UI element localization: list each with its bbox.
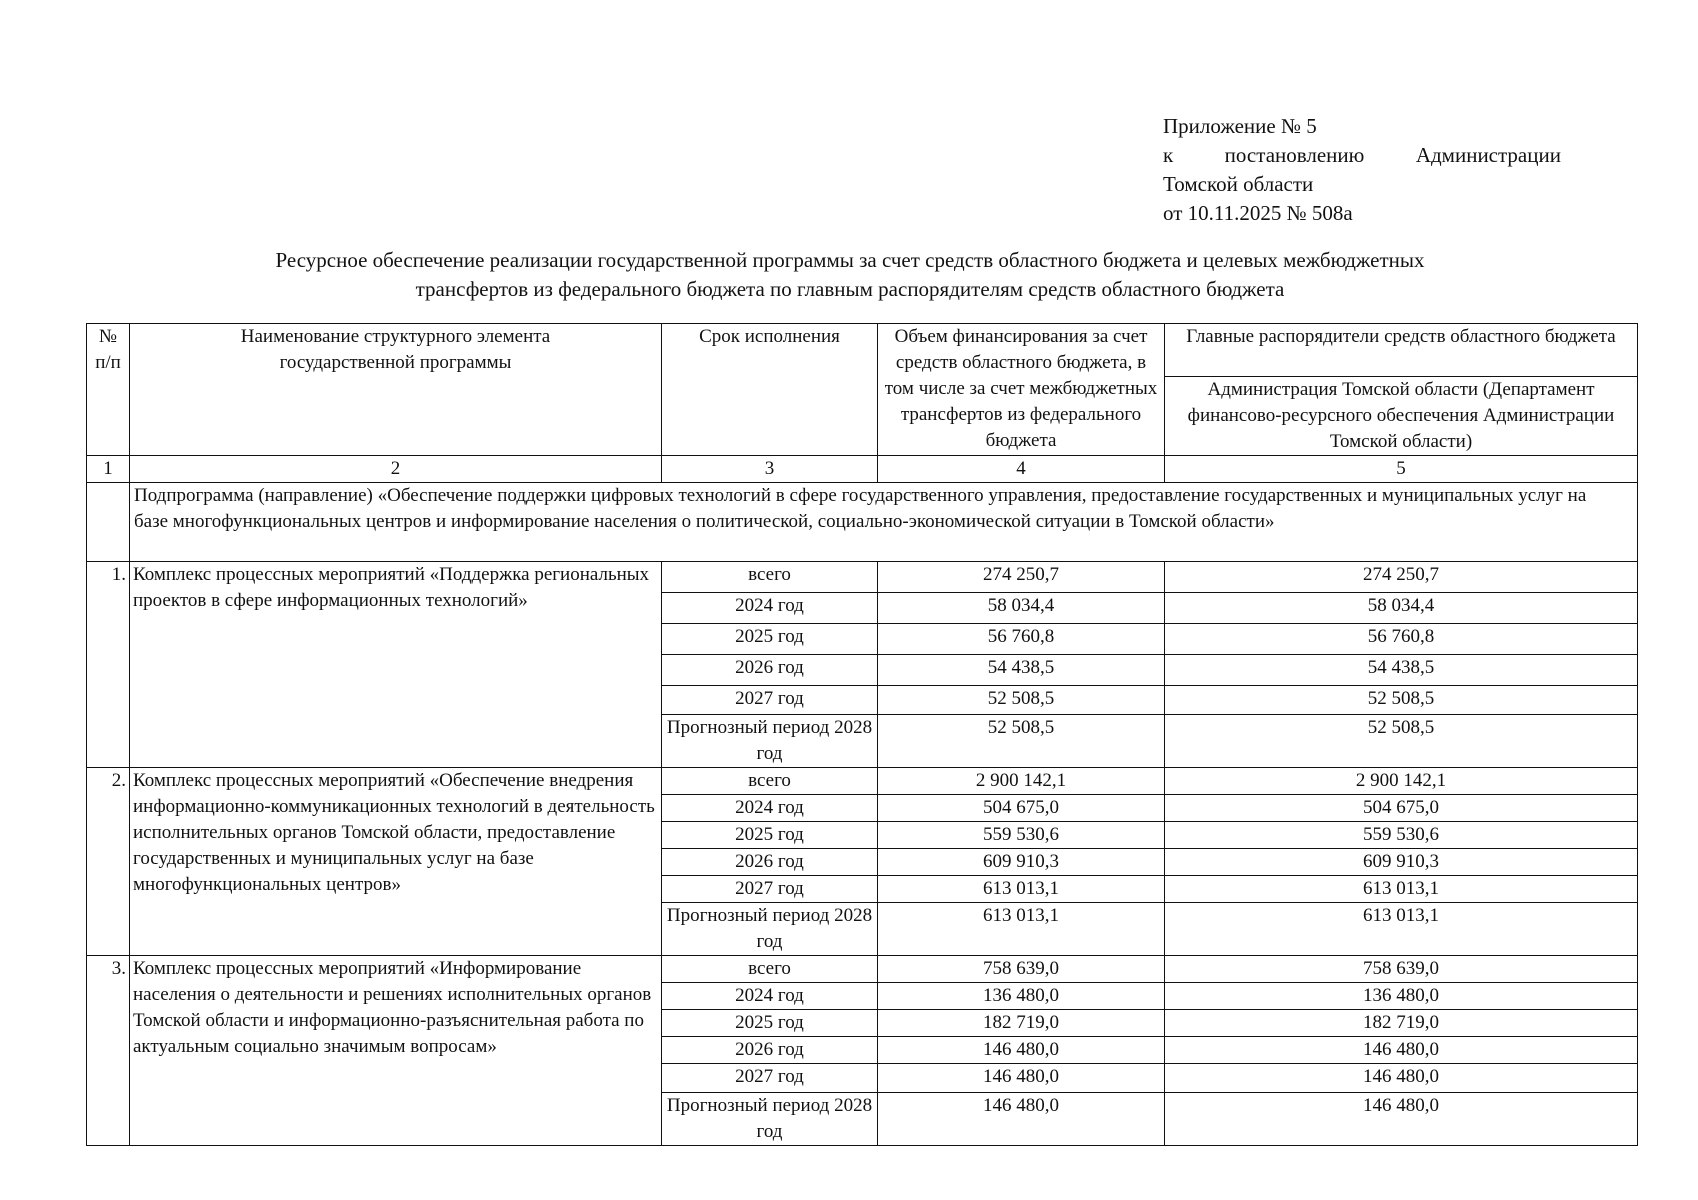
- admin-cell: 613 013,1: [1165, 876, 1638, 903]
- appendix-line-2-part-a: к: [1163, 143, 1174, 167]
- column-number: 2: [130, 456, 662, 483]
- table-row: [87, 562, 1638, 593]
- volume-cell: 54 438,5: [878, 655, 1165, 686]
- volume-cell: 274 250,7: [878, 562, 1165, 593]
- admin-cell: 613 013,1: [1165, 903, 1638, 956]
- column-number-row: [87, 456, 1638, 483]
- column-number: 3: [662, 456, 878, 483]
- term-cell: 2025 год: [662, 822, 878, 849]
- subprogram-row: [87, 483, 1638, 562]
- document-title-line-2: трансфертов из федерального бюджета по главным распорядителям средств областного бюджета: [415, 277, 1285, 301]
- volume-cell: 56 760,8: [878, 624, 1165, 655]
- volume-cell: 613 013,1: [878, 903, 1165, 956]
- structural-element-name: Комплекс процессных мероприятий «Поддержка региональных проектов в сфере информационных технологий»: [130, 562, 662, 768]
- term-cell: 2027 год: [662, 876, 878, 903]
- admin-cell: 146 480,0: [1165, 1093, 1638, 1146]
- document-title-line-1: Ресурсное обеспечение реализации государственной программы за счет средств областного бюджета и целевых межбюджетных: [275, 248, 1425, 272]
- volume-cell: 2 900 142,1: [878, 768, 1165, 795]
- admin-cell: 2 900 142,1: [1165, 768, 1638, 795]
- admin-cell: 758 639,0: [1165, 956, 1638, 983]
- admin-cell: 182 719,0: [1165, 1010, 1638, 1037]
- volume-cell: 146 480,0: [878, 1037, 1165, 1064]
- header-volume: Объем финансирования за счет средств областного бюджета, в том числе за счет межбюджетных трансфертов из федерального бюджета: [878, 324, 1165, 456]
- term-cell: Прогнозный период 2028 год: [662, 715, 878, 768]
- term-cell: 2027 год: [662, 1064, 878, 1093]
- resource-table: [86, 323, 1638, 1146]
- admin-cell: 146 480,0: [1165, 1064, 1638, 1093]
- term-cell: всего: [662, 956, 878, 983]
- column-number: 4: [878, 456, 1165, 483]
- row-number: 1.: [87, 562, 130, 768]
- admin-cell: 58 034,4: [1165, 593, 1638, 624]
- subprogram-num-cell: [87, 483, 130, 562]
- admin-cell: 559 530,6: [1165, 822, 1638, 849]
- row-number: 2.: [87, 768, 130, 956]
- appendix-line-1: Приложение № 5: [1163, 114, 1317, 138]
- appendix-line-2: [1163, 141, 1561, 170]
- structural-element-name: Комплекс процессных мероприятий «Информирование населения о деятельности и решениях исполнительных органов Томской области и информационно-разъяснительная работа по актуальным социально значимым вопросам»: [130, 956, 662, 1146]
- header-num: № п/п: [87, 324, 130, 456]
- term-cell: Прогнозный период 2028 год: [662, 903, 878, 956]
- appendix-line-3: Томской области: [1163, 172, 1314, 196]
- column-number: 5: [1165, 456, 1638, 483]
- header-name: Наименование структурного элемента государственной программы: [130, 324, 662, 456]
- table-row: [87, 768, 1638, 795]
- row-number: 3.: [87, 956, 130, 1146]
- admin-cell: 274 250,7: [1165, 562, 1638, 593]
- volume-cell: 182 719,0: [878, 1010, 1165, 1037]
- term-cell: 2024 год: [662, 593, 878, 624]
- term-cell: Прогнозный период 2028 год: [662, 1093, 878, 1146]
- volume-cell: 136 480,0: [878, 983, 1165, 1010]
- appendix-line-2-part-b: постановлению: [1224, 143, 1365, 167]
- admin-cell: 52 508,5: [1165, 715, 1638, 768]
- header-row: [87, 324, 1638, 377]
- admin-cell: 56 760,8: [1165, 624, 1638, 655]
- header-term: Срок исполнения: [662, 324, 878, 456]
- term-cell: 2026 год: [662, 655, 878, 686]
- volume-cell: 609 910,3: [878, 849, 1165, 876]
- subprogram-title: Подпрограмма (направление) «Обеспечение поддержки цифровых технологий в сфере государственного управления, предоставление государственных и муниципальных услуг на базе многофункциональных центров и информирование населения о политической, социально-экономической ситуации в Томской области»: [130, 483, 1638, 562]
- term-cell: 2027 год: [662, 686, 878, 715]
- term-cell: 2024 год: [662, 795, 878, 822]
- volume-cell: 758 639,0: [878, 956, 1165, 983]
- volume-cell: 58 034,4: [878, 593, 1165, 624]
- term-cell: 2026 год: [662, 1037, 878, 1064]
- column-number: 1: [87, 456, 130, 483]
- volume-cell: 613 013,1: [878, 876, 1165, 903]
- admin-cell: 136 480,0: [1165, 983, 1638, 1010]
- admin-cell: 146 480,0: [1165, 1037, 1638, 1064]
- admin-cell: 609 910,3: [1165, 849, 1638, 876]
- header-managers: Главные распорядители средств областного бюджета: [1165, 324, 1638, 377]
- appendix-block: [1163, 112, 1561, 228]
- volume-cell: 146 480,0: [878, 1064, 1165, 1093]
- table-row: [87, 956, 1638, 983]
- appendix-line-2-part-c: Администрации: [1415, 143, 1561, 167]
- term-cell: 2025 год: [662, 1010, 878, 1037]
- appendix-line-4: от 10.11.2025 № 508а: [1163, 201, 1353, 225]
- volume-cell: 146 480,0: [878, 1093, 1165, 1146]
- volume-cell: 52 508,5: [878, 686, 1165, 715]
- term-cell: 2024 год: [662, 983, 878, 1010]
- header-admin: Администрация Томской области (Департамент финансово-ресурсного обеспечения Администрации Томской области): [1165, 377, 1638, 456]
- term-cell: всего: [662, 768, 878, 795]
- term-cell: 2026 год: [662, 849, 878, 876]
- admin-cell: 54 438,5: [1165, 655, 1638, 686]
- volume-cell: 52 508,5: [878, 715, 1165, 768]
- structural-element-name: Комплекс процессных мероприятий «Обеспечение внедрения информационно-коммуникационных технологий в деятельность исполнительных органов Томской области, предоставление государственных и муниципальных услуг на базе многофункциональных центров»: [130, 768, 662, 956]
- volume-cell: 504 675,0: [878, 795, 1165, 822]
- term-cell: всего: [662, 562, 878, 593]
- document-title: [90, 246, 1610, 304]
- term-cell: 2025 год: [662, 624, 878, 655]
- volume-cell: 559 530,6: [878, 822, 1165, 849]
- admin-cell: 504 675,0: [1165, 795, 1638, 822]
- admin-cell: 52 508,5: [1165, 686, 1638, 715]
